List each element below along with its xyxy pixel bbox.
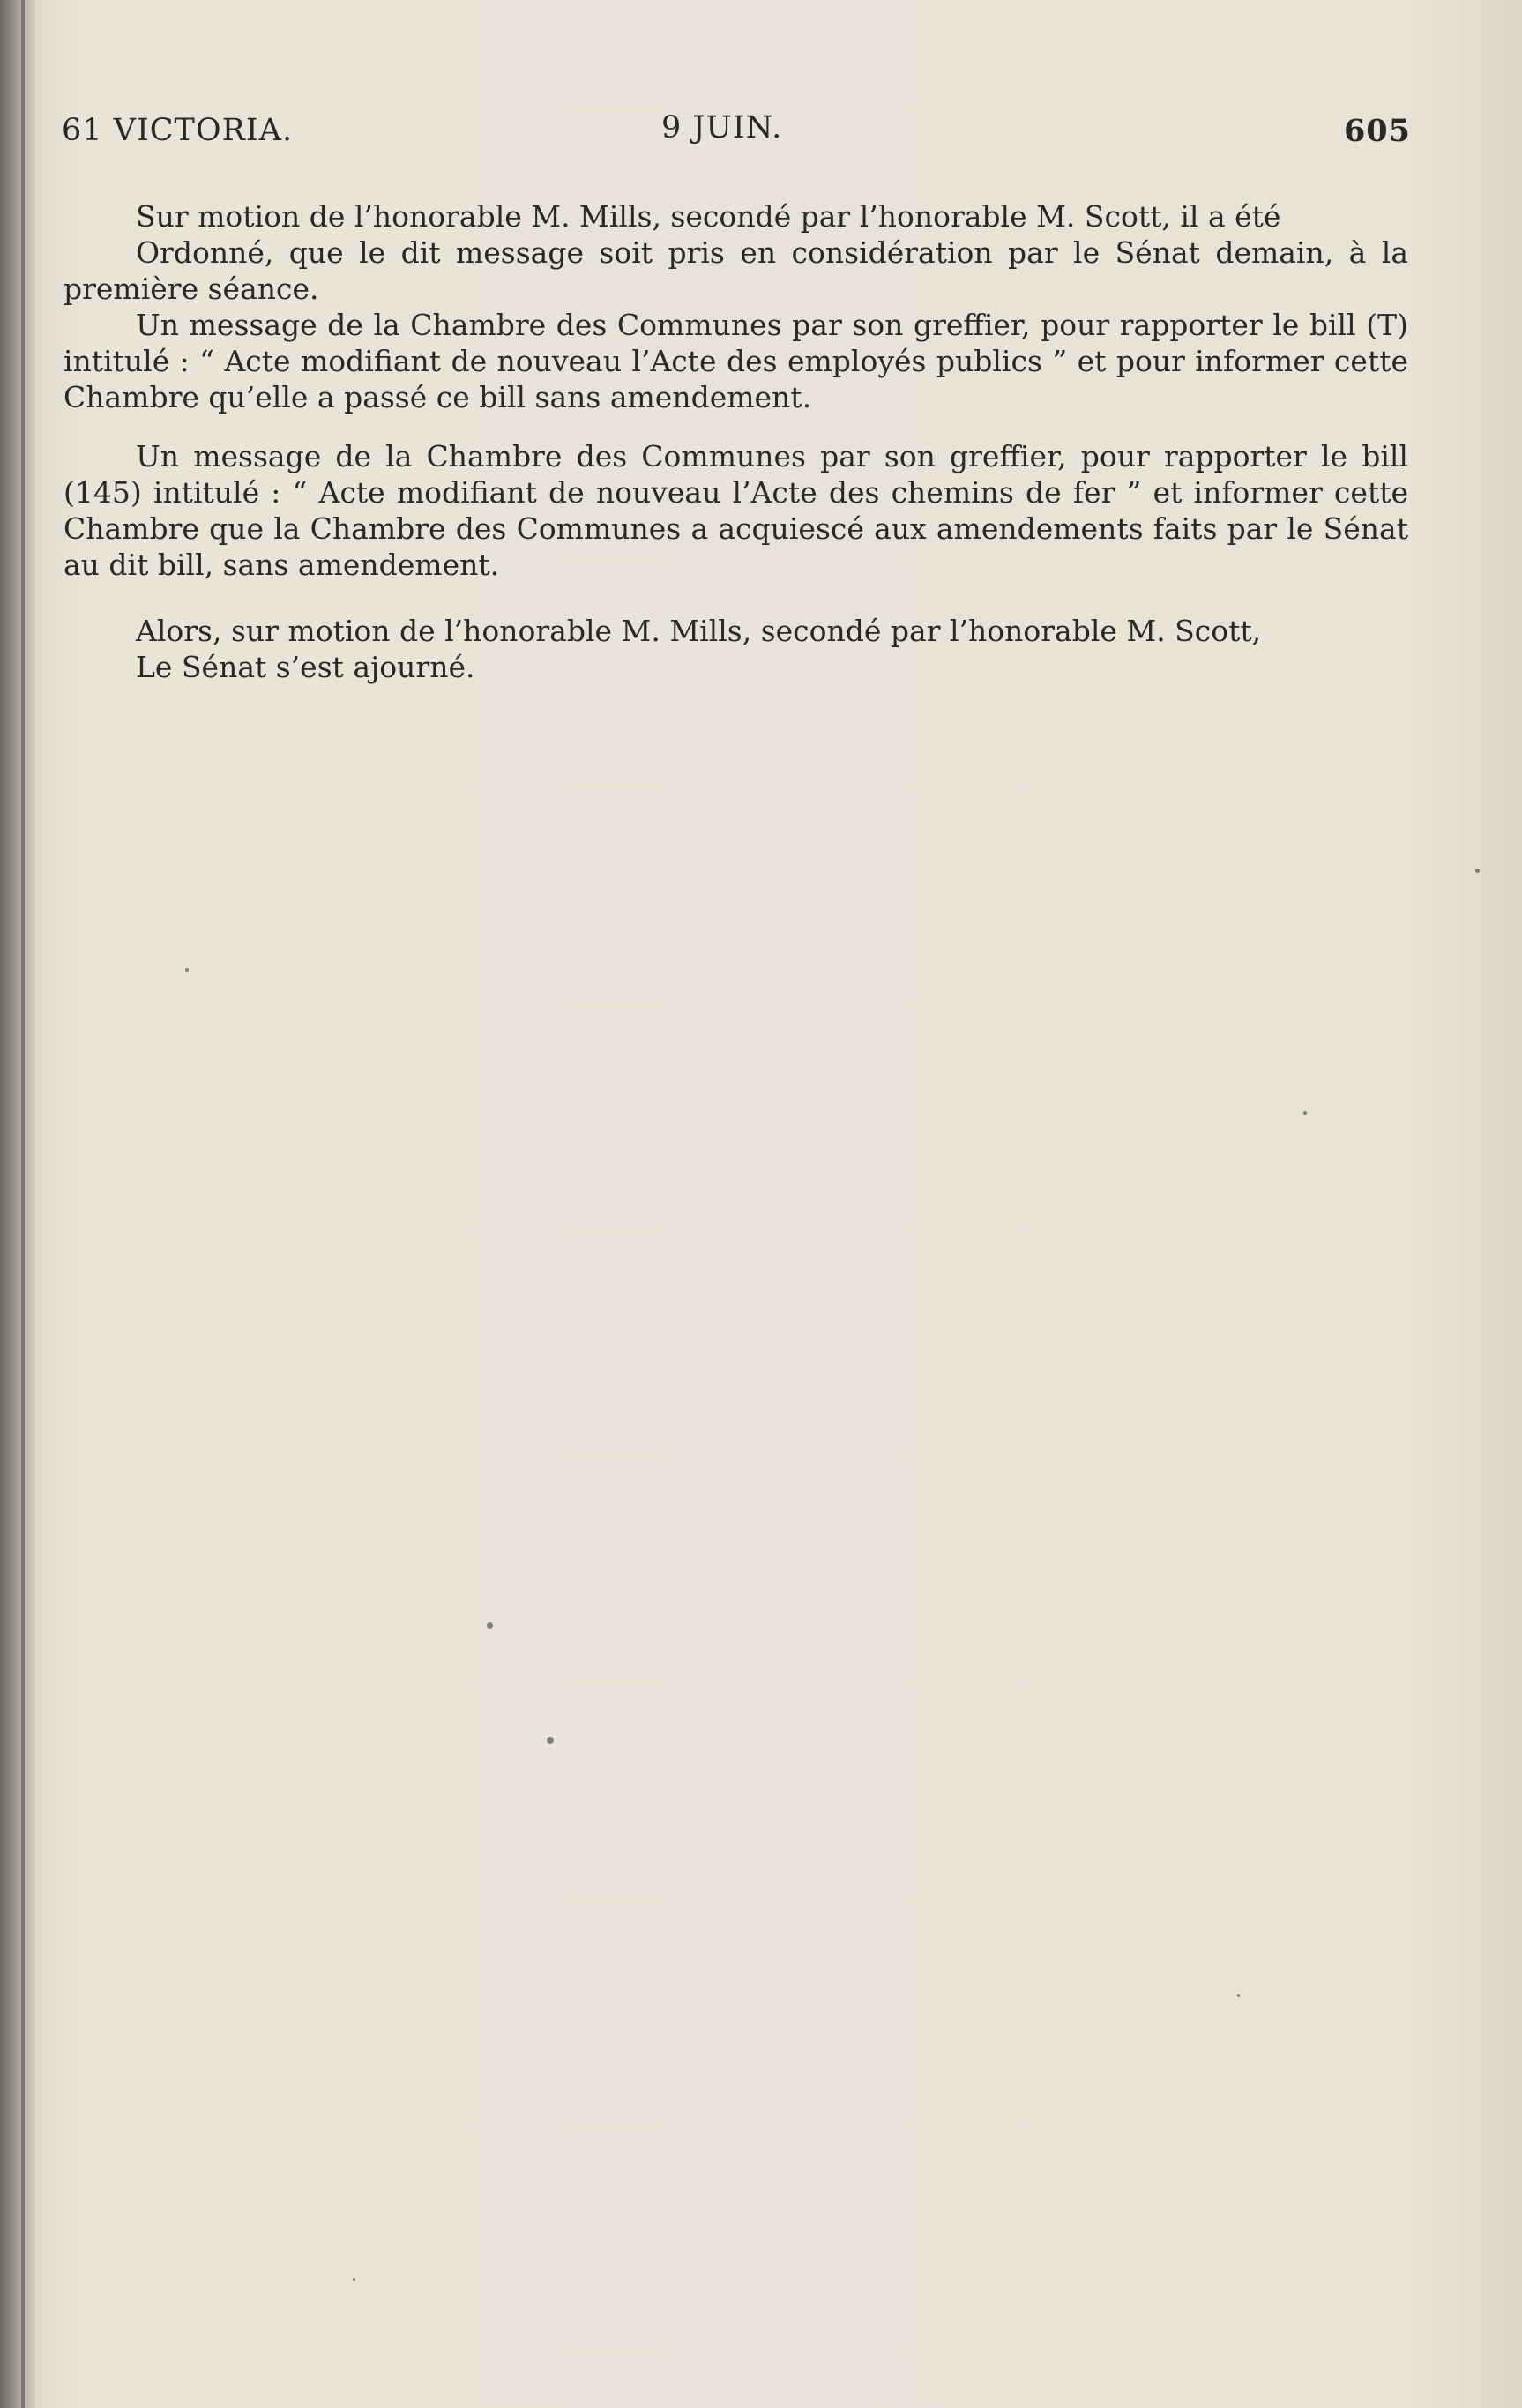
paragraph-5: Alors, sur motion de l’honorable M. Mills, secondé par l’honorable M. Scott, <box>136 614 1262 648</box>
header-center: 9 JUIN. <box>661 110 783 145</box>
paragraph-3: Un message de la Chambre des Communes par son greffier, pour rapporter le bill (T) intitulé : “ Acte modifiant de nouveau l’Acte des employés publics ” et pour informer cette Chambre qu’elle a passé ce bill sans amendement. <box>63 308 1408 414</box>
page-header <box>62 106 1411 159</box>
paper-speck-1 <box>487 1622 493 1629</box>
paragraph-1: Sur motion de l’honorable M. Mills, secondé par l’honorable M. Scott, il a été <box>136 199 1281 234</box>
binding-strip <box>0 0 35 2408</box>
paper-speck-6 <box>1237 1994 1240 1997</box>
paragraph-2: Ordonné, que le dit message soit pris en considération par le Sénat demain, à la première séance. <box>63 235 1408 306</box>
paper-speck-4 <box>185 968 189 972</box>
body-text <box>63 198 1408 685</box>
paper-speck-5 <box>1303 1111 1307 1115</box>
paper-speck-2 <box>547 1737 554 1744</box>
paper-speck-3 <box>1475 869 1480 873</box>
paper-speck-7 <box>353 2278 355 2281</box>
paragraph-4: Un message de la Chambre des Communes par son greffier, pour rapporter le bill (145) intitulé : “ Acte modifiant de nouveau l’Acte des chemins de fer ” et informer cette Chambre que la Chambre des Communes a acquiescé aux amendements faits par le Sénat au dit bill, sans amendement. <box>63 439 1408 582</box>
page-number: 605 <box>1343 113 1411 149</box>
binding-line <box>21 0 25 2408</box>
paragraph-6: Le Sénat s’est ajourné. <box>136 650 475 684</box>
header-left: 61 VICTORIA. <box>62 113 294 148</box>
